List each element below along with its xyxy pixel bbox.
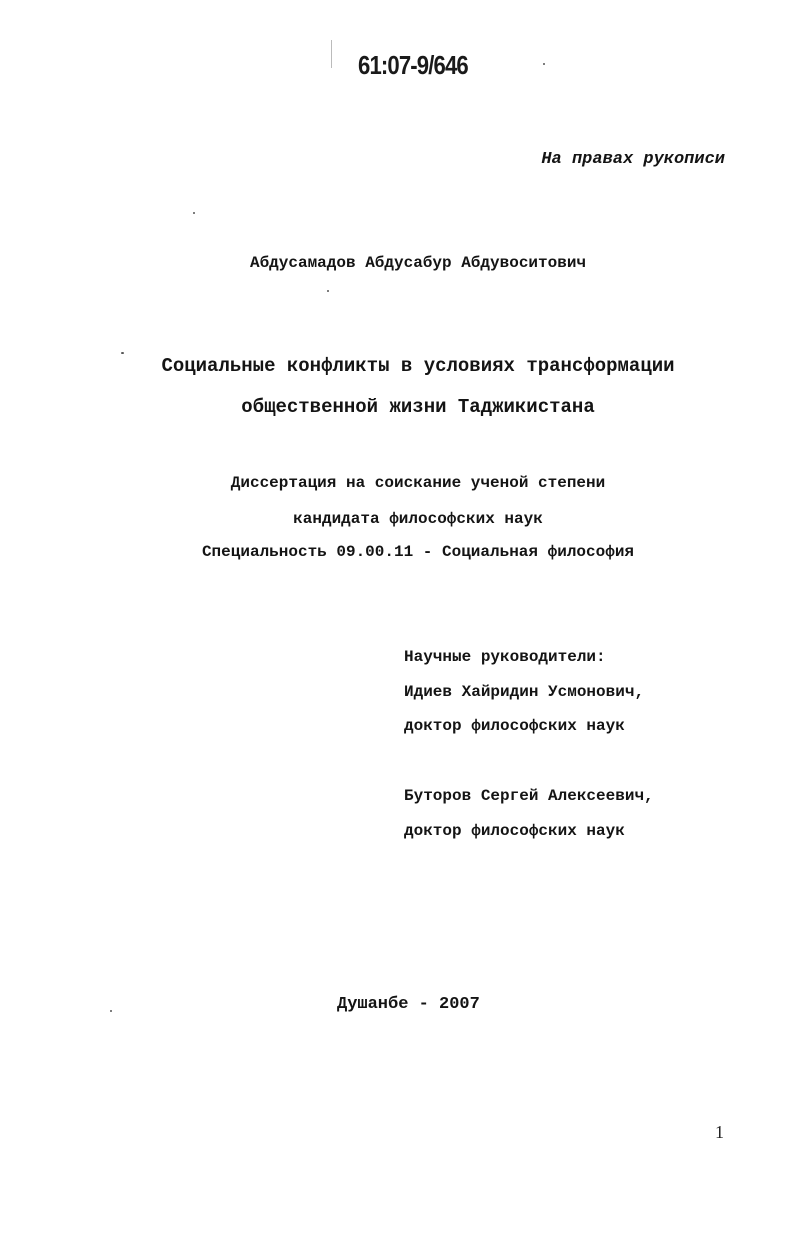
supervisor-2-name: Буторов Сергей Алексеевич, bbox=[404, 787, 654, 805]
supervisor-1-name: Идиев Хайридин Усмонович, bbox=[404, 683, 645, 701]
title-line-2: общественной жизни Таджикистана bbox=[241, 396, 595, 418]
specialty-line: Специальность 09.00.11 - Социальная философия bbox=[201, 543, 635, 561]
author-name: Абдусамадов Абдусабур Абдувоситович bbox=[249, 254, 587, 272]
scan-speck bbox=[327, 290, 329, 292]
scan-speck bbox=[193, 212, 195, 214]
supervisors-heading: Научные руководители: bbox=[404, 648, 606, 666]
dissertation-line-1: Диссертация на соискание ученой степени bbox=[230, 474, 606, 492]
page-number: 1 bbox=[715, 1122, 724, 1142]
scan-mark bbox=[331, 40, 332, 68]
rights-notice: На правах рукописи bbox=[541, 150, 725, 169]
city-year: Душанбе - 2007 bbox=[337, 995, 480, 1014]
scan-speck bbox=[543, 63, 545, 65]
title-line-1: Социальные конфликты в условиях трансформации bbox=[161, 355, 675, 377]
supervisor-1-degree: доктор философских наук bbox=[404, 717, 625, 735]
scan-speck bbox=[110, 1010, 112, 1012]
supervisor-2-degree: доктор философских наук bbox=[404, 822, 625, 840]
dissertation-line-2: кандидата философских наук bbox=[293, 510, 543, 528]
archive-code: 61:07-9/646 bbox=[358, 50, 468, 80]
scan-speck bbox=[121, 352, 124, 354]
